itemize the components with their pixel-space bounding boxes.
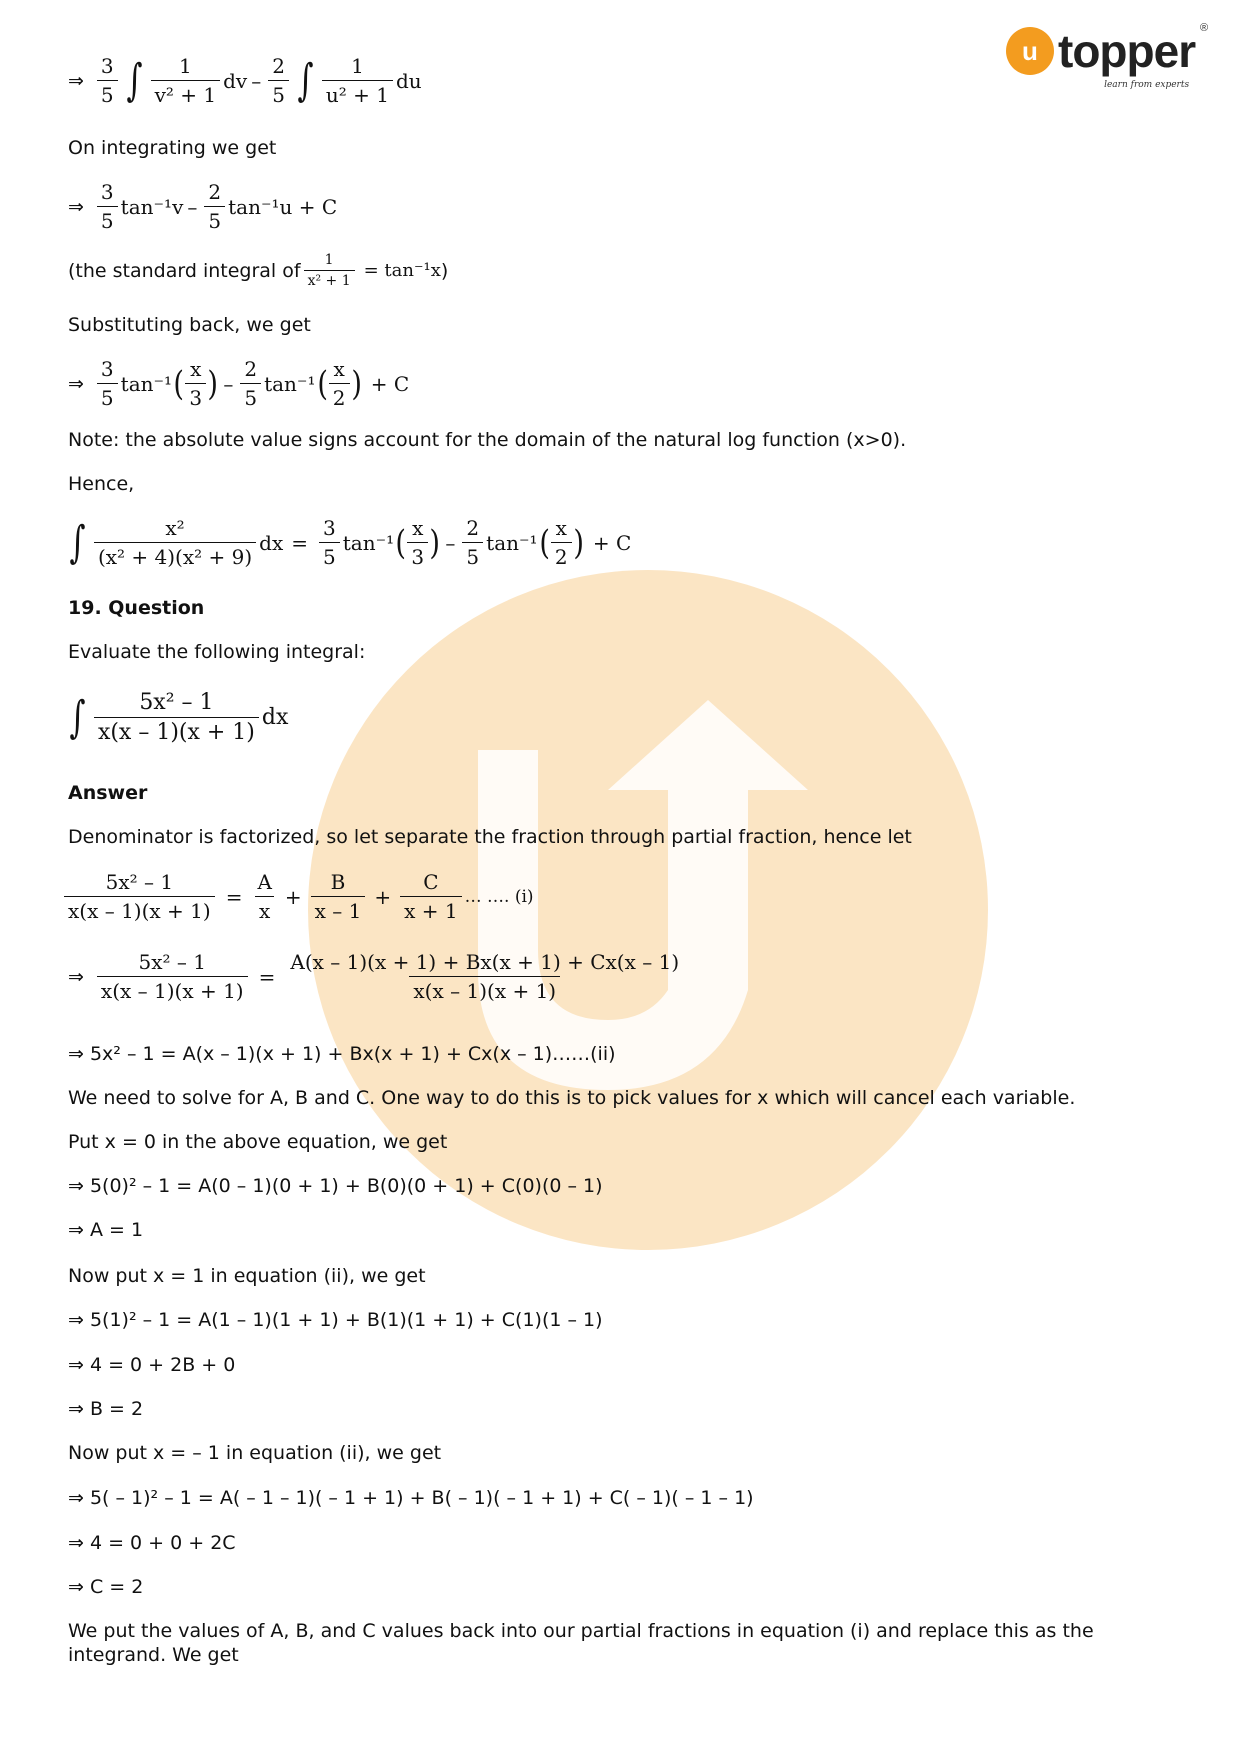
argument: $\frac{x}{2}$ <box>329 357 350 410</box>
implies-symbol: ⇒ <box>68 195 84 218</box>
operator: – <box>223 371 234 396</box>
equation-line-4 <box>68 357 409 410</box>
result-equation <box>64 516 631 569</box>
integral-sign: ∫ <box>297 54 314 106</box>
text-hence: Hence, <box>68 473 135 495</box>
question-integral <box>64 690 288 745</box>
open-paren: ( <box>316 363 328 404</box>
open-paren: ( <box>538 522 550 563</box>
logo-tagline: learn from experts <box>1104 80 1190 90</box>
coefficient: $\frac{3}{5}$ <box>97 357 118 410</box>
logo-mark-icon: u <box>1006 27 1054 75</box>
integral-sign: ∫ <box>126 54 143 106</box>
standard-integral-note <box>68 252 448 289</box>
question-text: Evaluate the following integral: <box>68 641 366 663</box>
close-paren: ) <box>572 522 584 563</box>
operator: – <box>445 530 456 555</box>
text-on-integrating: On integrating we get <box>68 137 277 159</box>
term: tan⁻¹ <box>120 371 173 396</box>
term: tan⁻¹v <box>120 194 184 219</box>
note-text: (the standard integral of <box>68 259 301 282</box>
term: tan⁻¹ <box>264 371 316 396</box>
text-denominator: Denominator is factorized, so let separate the fraction through partial fraction, hence let <box>68 826 912 848</box>
brand-logo <box>1006 22 1208 90</box>
constant: + C <box>370 371 410 396</box>
text-solve: We need to solve for A, B and C. One way to do this is to pick values for x which will cancel each variable. <box>68 1087 1076 1109</box>
operator: – <box>187 194 198 219</box>
term: tan⁻¹ <box>486 530 538 555</box>
result-b: ⇒ B = 2 <box>68 1398 144 1420</box>
differential: dv <box>223 68 248 93</box>
equation-x1: ⇒ 5(1)² – 1 = A(1 – 1)(1 + 1) + B(1)(1 + 1) + C(1)(1 – 1) <box>68 1309 603 1331</box>
open-paren: ( <box>173 363 185 404</box>
coefficient: $\frac{3}{5}$ <box>97 54 118 107</box>
fraction: $\frac{1}{\text{v² + 1}}$ <box>151 54 221 107</box>
coefficient: $\frac{2}{5}$ <box>204 180 225 233</box>
fraction: $\frac{A(x - 1)(x + 1) + Bx(x + 1) + Cx(x - 1)}{x(x - 1)(x + 1)}$ <box>290 950 680 1003</box>
text-put-x0: Put x = 0 in the above equation, we get <box>68 1131 448 1153</box>
logo-wordmark <box>1058 22 1208 90</box>
coefficient: $\frac{3}{5}$ <box>319 516 340 569</box>
combined-equation <box>68 950 686 1003</box>
constant: + C <box>592 530 632 555</box>
coefficient: $\frac{3}{5}$ <box>97 180 118 233</box>
operator: + <box>284 884 302 909</box>
term: tan⁻¹u + C <box>228 194 338 219</box>
partial-fraction-setup <box>64 870 534 923</box>
equation-xneg1: ⇒ 5( – 1)² – 1 = A( – 1 – 1)( – 1 + 1) + B( – 1)( – 1 + 1) + C( – 1)( – 1 – 1) <box>68 1487 754 1509</box>
equation-x0: ⇒ 5(0)² – 1 = A(0 – 1)(0 + 1) + B(0)(0 + 1) + C(0)(0 – 1) <box>68 1175 603 1197</box>
text-put-values-2: integrand. We get <box>68 1644 239 1666</box>
coefficient: $\frac{2}{5}$ <box>462 516 483 569</box>
text-put-values-1: We put the values of A, B, and C values back into our partial fractions in equation (i) and replace this as the <box>68 1620 1094 1642</box>
equation-line-2 <box>68 180 337 233</box>
text-put-xneg1: Now put x = – 1 in equation (ii), we get <box>68 1442 442 1464</box>
implies-symbol: ⇒ <box>68 372 84 395</box>
term: tan⁻¹ <box>342 530 395 555</box>
fraction: $\frac{\text{5x² – 1}}{x(x - 1)(x + 1)}$ <box>97 950 248 1003</box>
result-c: ⇒ C = 2 <box>68 1576 144 1598</box>
text-note: Note: the absolute value signs account for the domain of the natural log function (x>0). <box>68 429 907 451</box>
fraction: $\frac{\text{5x² – 1}}{x(x - 1)(x + 1)}$ <box>64 870 215 923</box>
fraction: $\frac{\text{5x² – 1}}{x(x - 1)(x + 1)}$ <box>94 690 259 745</box>
equals: = <box>258 964 276 989</box>
result-a: ⇒ A = 1 <box>68 1219 144 1241</box>
equation-4-2b: ⇒ 4 = 0 + 2B + 0 <box>68 1354 236 1376</box>
operator: – <box>251 68 262 93</box>
close-paren: ) <box>350 363 362 404</box>
argument: $\frac{x}{3}$ <box>407 516 428 569</box>
operator: + <box>374 884 392 909</box>
fraction-a: $\frac{A}{x}$ <box>253 870 275 923</box>
term: = tan⁻¹x <box>363 260 441 281</box>
integral-sign: ∫ <box>69 516 86 568</box>
differential: dx <box>261 705 289 730</box>
implies-symbol: ⇒ <box>68 69 84 92</box>
coefficient: $\frac{2}{5}$ <box>268 54 289 107</box>
text-put-x1: Now put x = 1 in equation (ii), we get <box>68 1265 426 1287</box>
fraction-c: $\frac{C}{x + 1}$ <box>400 870 461 923</box>
fraction-b: $\frac{B}{x - 1}$ <box>311 870 366 923</box>
equation-line-1 <box>68 54 422 107</box>
fraction: $\frac{1}{\text{x² + 1}}$ <box>304 252 355 289</box>
logo-name: topper <box>1058 25 1196 77</box>
close-paren: ) <box>207 363 219 404</box>
equation-4-2c: ⇒ 4 = 0 + 0 + 2C <box>68 1532 236 1554</box>
logo-registered: ® <box>1200 22 1208 34</box>
open-paren: ( <box>395 522 407 563</box>
coefficient: $\frac{2}{5}$ <box>240 357 261 410</box>
equation-ii: ⇒ 5x² – 1 = A(x – 1)(x + 1) + Bx(x + 1) + Cx(x – 1)……(ii) <box>68 1043 616 1065</box>
differential: dx <box>259 530 284 555</box>
close-paren: ) <box>429 522 441 563</box>
equation-tag: … …. (i) <box>464 886 534 907</box>
fraction: $\frac{1}{\text{u² + 1}}$ <box>322 54 393 107</box>
fraction: $\frac{\text{x²}}{\text{(x² + 4)(x² + 9)}}$ <box>94 516 256 569</box>
equals: = <box>225 884 243 909</box>
integral-sign: ∫ <box>69 691 86 743</box>
differential: du <box>396 68 422 93</box>
implies-symbol: ⇒ <box>68 965 84 988</box>
equals: = <box>291 530 308 555</box>
text-substituting: Substituting back, we get <box>68 314 311 336</box>
note-close: ) <box>440 259 449 282</box>
question-title: 19. Question <box>68 597 205 619</box>
argument: $\frac{x}{2}$ <box>551 516 572 569</box>
answer-heading: Answer <box>68 782 148 804</box>
argument: $\frac{x}{3}$ <box>185 357 206 410</box>
